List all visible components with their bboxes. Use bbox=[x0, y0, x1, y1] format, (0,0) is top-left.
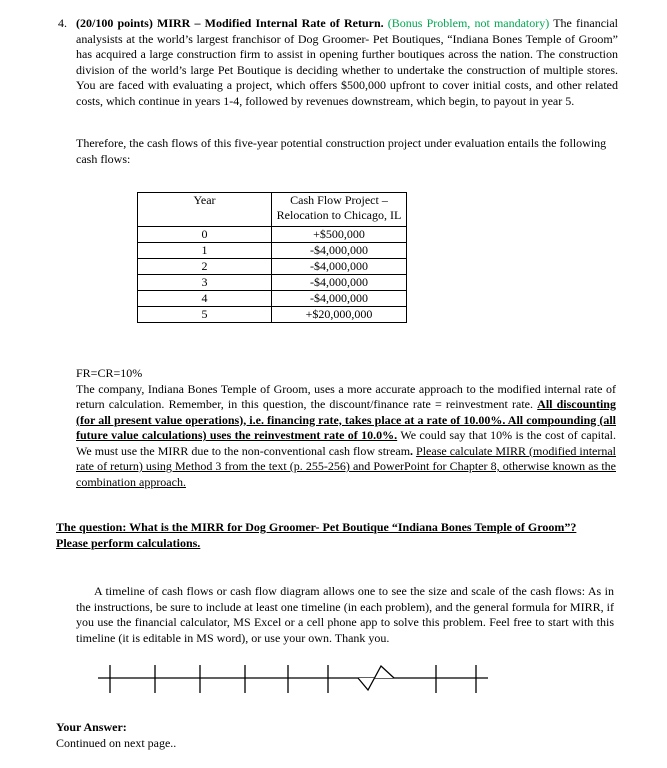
table-row bbox=[138, 275, 407, 291]
rates-text: The company, Indiana Bones Temple of Groom, uses a more accurate approach to the modified internal rate of return calculation. Remember, in this question, the discount/finance rate = reinvestment rate. bbox=[76, 381, 616, 411]
cash-flow-cell: -$4,000,000 bbox=[272, 291, 407, 307]
year-column-header: Year bbox=[138, 193, 272, 227]
timeline-diagram bbox=[96, 663, 496, 697]
cash-flow-cell: -$4,000,000 bbox=[272, 275, 407, 291]
bonus-note: (Bonus Problem, not mandatory) bbox=[387, 16, 550, 30]
rates-paragraph bbox=[76, 366, 616, 490]
cash-flow-column-header bbox=[272, 193, 407, 227]
timeline-break-marker bbox=[358, 666, 394, 690]
question-number: 4. bbox=[58, 16, 67, 30]
table-row bbox=[138, 307, 407, 323]
cash-flow-table bbox=[137, 192, 407, 323]
question-points: (20/100 points) bbox=[76, 16, 153, 30]
continued-note: Continued on next page.. bbox=[56, 735, 177, 750]
timeline-note: A timeline of cash flows or cash flow diagram allows one to see the size and scale of the cash flows: As in the instructions, be sure to include at least one timeline (in each problem), and the general formula for MIRR, if you use the financial calculator, MS Excel or a cell phone app to solve this problem. Feel free to start with this timeline (it is editable in MS word), or use your own. Thank you. bbox=[76, 584, 614, 645]
year-cell: 3 bbox=[138, 275, 272, 291]
table-row bbox=[138, 227, 407, 243]
method-instruction: Please calculate MIRR (modified internal rate of return) using Method 3 from the text (p. 255-256) and PowerPoint for Chapter 8, otherwise known as the combination approach. bbox=[76, 443, 617, 489]
rates-period: . bbox=[410, 443, 414, 458]
table-row bbox=[138, 259, 407, 275]
cash-flow-cell: -$4,000,000 bbox=[272, 243, 407, 259]
cash-flow-cell: +$20,000,000 bbox=[272, 307, 407, 323]
year-cell: 1 bbox=[138, 243, 272, 259]
rates-bold-instruction: All discounting (for all present value operations), i.e. financing rate, takes place at a rate of 10.00%. All compounding (all future value calculations) uses the reinvestment rate of 10.0%. bbox=[76, 397, 616, 442]
table-row bbox=[138, 243, 407, 259]
question-intro: The financial analysists at the world’s largest franchisor of Dog Groomer- Pet Boutiques, “Indiana Bones Temple of Groom” has acquired a large construction firm to assist in opening further boutiques across the nation. The construction division of the world’s large Pet Boutique is deciding whether to undertake the construction of multiple stores. You are faced with evaluating a project, which offers $500,000 upfront to cover initial costs, and other related costs, which continue in years 1-4, followed by revenues downstream, which begin, to payout in year 5. bbox=[76, 16, 619, 108]
question-line: The question: What is the MIRR for Dog Groomer- Pet Boutique “Indiana Bones Temple of Groom”? Please perform calculations. bbox=[56, 520, 577, 550]
cash-flow-cell: +$500,000 bbox=[272, 227, 407, 243]
answer-label: Your Answer: bbox=[56, 720, 127, 734]
rate-equation: FR=CR=10% bbox=[76, 366, 143, 380]
year-cell: 5 bbox=[138, 307, 272, 323]
cash-flow-intro: Therefore, the cash flows of this five-year potential construction project under evaluation entails the following cash flows: bbox=[76, 136, 607, 166]
table-row bbox=[138, 291, 407, 307]
table-header-row bbox=[138, 193, 407, 227]
question-title: MIRR – Modified Internal Rate of Return. bbox=[157, 16, 384, 30]
cash-flow-header-line1: Cash Flow Project – bbox=[290, 193, 388, 207]
answer-section bbox=[56, 720, 356, 751]
year-cell: 0 bbox=[138, 227, 272, 243]
year-cell: 2 bbox=[138, 259, 272, 275]
question-header bbox=[58, 16, 618, 109]
cash-flow-cell: -$4,000,000 bbox=[272, 259, 407, 275]
year-cell: 4 bbox=[138, 291, 272, 307]
cash-flow-header-line2: Relocation to Chicago, IL bbox=[276, 208, 402, 222]
rates-text-2: We could say that 10% is the cost of capital. We must use the MIRR due to the non-conventional cash flow stream bbox=[76, 428, 616, 458]
